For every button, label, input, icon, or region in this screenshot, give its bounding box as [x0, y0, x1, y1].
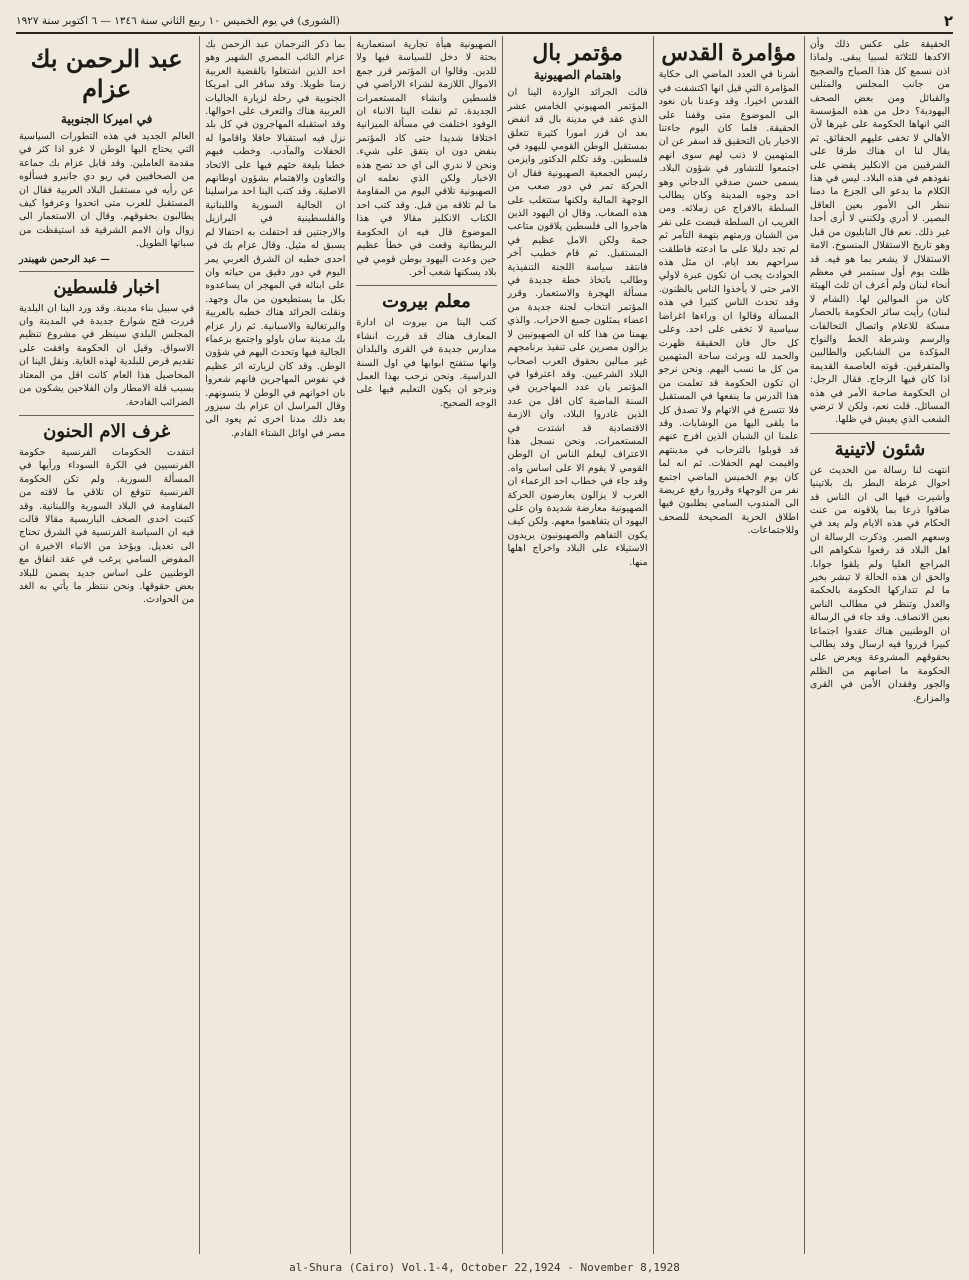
headline-mother-rooms: غرف الام الحنون — [19, 415, 194, 442]
headline-beirut: معلم بيروت — [356, 285, 496, 312]
headline-basel-congress: مؤتمر بال — [532, 40, 623, 66]
subheadline: واهتمام الصهيونية — [533, 68, 622, 83]
column-3 — [502, 36, 653, 1254]
headline-palestine-news: اخبار فلسطين — [19, 271, 194, 298]
article-body: الحقيقة على عكس ذلك وأن الاكدها للثلاثة لسبيا يبقى. ولماذا اذن نسمع كل هذا الصياح والضجيج من جانب المجلس والمتلين والقبائل ومن بعض الصحف اليهودية؟ دخل من هذه المؤسسة التي انهاها الحكومة على غيرها لأن الأهالي لا تخفى عليهم الحقائق. ثم يقال لنا ان هناك طرقا على الشرقيين من الانكليز يقضي على نفوذهم في هذه البلاد. ليس في هذا الكلام ما يدعو الى الجزع ما دمنا ننظر الى الأمور بعين العاقل البصير. لا أدري ولكنني لا أرى أحدا غير ذلك. نعم قال النابليون من قبل وهو تاريخ الاستقلال المنسوخ. الامة الاستقلال لا يشعر بما هو فيه. قد ظلت يوم أول سبتمبر في معظم أنحاء لبنان ولم أعرف ان ثلث الهيئة كان من الموالين لها. (الشام لا لبنان) رأيت سائر الحكومة بالحصار مسكة للاعلام واتصال التحالفات والرسم وشرطة الخط والنواح المؤكدة من الشابكين والطالبين والمتفرقين. قوته العاصمة القديمة اذا كان فيها الزجاج. فقال الرجل: ان الحكومة صاحبة الأمر في هذه المسائل. قلت نعم، ولكن لا ترضي الشعب الذي يعيش في ظلها. — [809, 39, 950, 426]
masthead — [16, 10, 953, 34]
page-number: ٢ — [943, 12, 953, 30]
article-body: الصهيونية هيأة تجارية استعمارية بحتة لا دخل للسياسة فيها ولا للدين. وقالوا ان المؤتمر قرر جمع الاموال اللازمة لشراء الاراضي في فلسطين وانشاء المستعمرات الجديدة. ثم نقلت الينا الانباء ان الوفود اختلفت في مسألة الميزانية اختلافا شديدا حتى كاد المؤتمر ينفض دون ان يتفق على شيء. ونحن لا ندري الى اي حد تصح هذه الاخبار ولكن الذي نعلمه ان الصهيونية تلاقي اليوم من المقاومة ما لم تلاقه من قبل. وقد كتب احد الكتاب الانكليز مقالا في هذا الموضوع قال فيه ان الحكومة البريطانية وقعت في خطأ عظيم حين وعدت اليهود بوطن قومي في بلاد يسكنها شعب آخر. — [356, 39, 497, 278]
column-2 — [653, 36, 804, 1254]
column-5 — [199, 36, 350, 1254]
article-body: العالم الجديد في هذه التطورات السياسية التي يحتاج اليها الوطن لا غرو اذا كثر في مقدمة العاملين. وقد قابل عزام بك جماعة من الصحافيين في ريو دي جانيرو فسألوه عن رأيه في مستقبل البلاد العربية فقال ان المستقبل للعرب متى اتحدوا وعرفوا كيف يطالبون بحقوقهم. وقال ان الاستعمار الى زوال وان الامم الشرقية قد استيقظت من سباتها الطويل. — [19, 131, 195, 250]
article-body: أشرنا في العدد الماضي الى حكاية المؤامرة التي قيل انها اكتشفت في القدس اخيرا. وقد وعدنا بان نعود الى الموضوع متى وقفنا على الحقيقة. فلما كان اليوم جاءتنا الاخبار بان التحقيق قد اسفر عن ان المتهمين لا ذنب لهم سوى انهم اجتمعوا للتشاور في شؤون البلاد. يسمى حسن صدقي الدجاني وهو احد وجوه المدينة وكان يطالب السلطة بالافراج عن زملائه. ومن الغريب ان السلطة قبضت على نفر من الشبان ورمتهم بتهمة التآمر ثم لم تجد دليلا على ما ادعته فاطلقت سراحهم بعد ايام. ان مثل هذه الحوادث يجب ان تكون عبرة لاولي الامر حتى لا يأخذوا الناس بالظنون. وقد تحدث الناس كثيرا في هذه المسألة وقالوا ان وراءها اغراضا سياسية لا تخفى على احد. وعلى كل حال فان الحقيقة ظهرت والحمد لله وبرئت ساحة المتهمين من كل ما نسب اليهم. ونحن نرجو ان تكون الحكومة قد تعلمت من هذا الدرس ما ينفعها في المستقبل فلا تتسرع في الاتهام ولا تصدق كل ما يلقى اليها من الوشايات. وقد علمنا ان الشبان الذين افرج عنهم قد قوبلوا بالترحاب في مدينتهم واقيمت لهم الحفلات. ثم انه لما كان يوم الخميس الماضي اجتمع نفر من الوجهاء وقرروا رفع عريضة الى المندوب السامي يطلبون فيها اطلاق الحرية الصحيحة للصحف وللاجتماعات. — [658, 69, 799, 537]
headline-latin-affairs: شئون لاتينية — [810, 433, 950, 460]
subheadline: في اميركا الجنوبية — [60, 112, 153, 126]
article-body: بما ذكر الترجمان عبد الرحمن بك عزام النائب المصري الشهير وهو احد الذين اشتغلوا بالقضية العربية زمنا طويلا. وقد سافر الى امريكا الجنوبية في رحلة لزيارة الجاليات العربية هناك والتعرف على احوالها. وقد استقبله المهاجرون في كل بلد نزل فيه استقبالا حافلا واقاموا له الحفلات والمآدب. وخطب فيهم خطبا بليغة حثهم فيها على الاتحاد والتعاون والاهتمام بشؤون اوطانهم الاصلية. وقد كتب الينا احد مراسلينا ان الجالية السورية واللبنانية والفلسطينية في البرازيل والارجنتين قد احتفلت به احتفالا لم يسبق له مثيل. وقال عزام بك في احدى خطبه ان الشرق العربي يمر اليوم في دور دقيق من حياته وان على ابنائه في المهجر ان يساعدوه بكل ما يستطيعون من مال وجهد. ونقلت الجرائد هناك خطبه بالعربية والبرتغالية والاسبانية. ثم زار عزام بك مدينة سان باولو واجتمع بزعماء الجالية فيها وتحدث اليهم في شؤون الوطن. وقد كان لزيارته اثر عظيم في نفوس المهاجرين فانهم شعروا بان اخوانهم في الوطن لا ينسونهم. وقال المراسل ان عزام بك سيزور بعد ذلك مدنا اخرى ثم يعود الى مصر في اوائل الشتاء القادم. — [205, 39, 346, 439]
article-columns — [14, 36, 955, 1254]
article-signature: — عبد الرحمن شهبندر — [19, 253, 110, 265]
column-1 — [804, 36, 955, 1254]
column-6 — [14, 36, 199, 1254]
column-4 — [350, 36, 501, 1254]
headline-jerusalem-plot: مؤامرة القدس — [661, 40, 797, 66]
archive-footer: al-Shura (Cairo) Vol.1-4, October 22,1924 - November 8,1928 — [289, 1261, 680, 1274]
article-body: انتهت لنا رسالة من الحديث عن احوال غرطة البطر بك بلاتينيا وأشيرت فيها الى ان الناس قد ضاقوا ذرعا بما يلاقونه من عنت الحكام في هذه الايام ولم يعد في وسعهم الصبر. وذكرت الرسالة ان اهل البلاد قد رفعوا شكواهم الى المراجع العليا ولم يلقوا جوابا. والحق ان هذه الحالة لا تبشر بخير ما لم تتداركها الحكومة بالحكمة والعدل وتنظر في مطالب الناس بعين الانصاف. وقد جاء في الرسالة ان الوطنيين هناك عقدوا اجتماعا كبيرا قرروا فيه ارسال وفد يطالب بحقوقهم المشروعة ويعرض على الحكومة ما اصابهم من الظلم والجور وفقدان الأمن في القرى والمزارع. — [809, 464, 950, 704]
headline-azzam-bey: عبد الرحمن بك عزام — [30, 44, 183, 103]
issue-date-line: (الشورى) في يوم الخميس ١٠ ربيع الثاني سنة ١٣٤٦ — ٦ اكتوبر سنة ١٩٢٧ — [16, 15, 340, 27]
article-body: في سبيل بناء مدينة. وقد ورد الينا ان البلدية قررت فتح شوارع جديدة في المدينة وان المجلس البلدي سينظر في مشروع تنظيم الاسواق. وقيل ان الحكومة وافقت على تقديم قرض للبلدية لهذه الغاية. ونقل الينا ان المحاصيل هذا العام كانت اقل من المعتاد بسبب قلة الامطار وان الفلاحين يشكون من الضرائب الفادحة. — [19, 302, 195, 408]
article-body: كتب الينا من بيروت ان ادارة المعارف هناك قد قررت انشاء مدارس جديدة في القرى والبلدان وانها ستفتح ابوابها في اول السنة الدراسية. ونحن نرحب بهذا العمل ونرجو ان يكون التعليم فيها على الوجه الصحيح. — [356, 317, 497, 409]
article-body: قالت الجرائد الواردة الينا ان المؤتمر الصهيوني الخامس عشر الذي عقد في مدينة بال قد انفض بعد ان قرر امورا كثيرة تتعلق بمستقبل الوطن القومي لليهود في فلسطين. وقد تكلم الدكتور وايزمن رئيس الجمعية الصهيونية فقال ان الحركة تمر في دور صعب من الوجهة المالية ولكنها ستتغلب على هذه الصعاب. وقال ان اليهود الذين هاجروا الى فلسطين يلاقون متاعب جمة ولكن الامل عظيم في المستقبل. ثم قام خطيب آخر فانتقد سياسة اللجنة التنفيذية وطالب باتخاذ خطة جديدة في مسألة الهجرة والاستعمار. وقرر المؤتمر انتخاب لجنة جديدة من اعضاء يمثلون جميع الاحزاب. والذي يهمنا من هذا كله ان الصهيونيين لا يزالون مصرين على تنفيذ برنامجهم غير مبالين بحقوق العرب اصحاب البلاد الشرعيين. وقد اعترفوا في المؤتمر بان عدد المهاجرين في السنة الماضية كان اقل من عدد الذين غادروا البلاد، وان الازمة الاقتصادية قد اشتدت في المستعمرات. ونحن نسجل هذا الاعتراف ليعلم الناس ان الوطن القومي لا يقوم الا على اساس واه. وقد جاء في خطاب احد الزعماء ان العرب لا يزالون يعارضون الحركة الصهيونية معارضة شديدة وان على اليهود ان يتفاهموا معهم. ولكن كيف يكون التفاهم والصهيونيون يريدون الاستيلاء على البلاد واخراج اهلها منها. — [507, 87, 648, 568]
article-body: انتقدت الحكومات الفرنسية حكومة الفرنسيين في الكرة السوداء ورأيها في المسألة السورية. ولم تكن الحكومة الفرنسية تتوقع ان تلاقي ما لاقته من المقاومة في البلاد السورية واللبنانية. وقد كتبت احدى الصحف الباريسية مقالا قالت فيه ان السياسة الفرنسية في الشرق تحتاج الى تعديل. ويؤخذ من الانباء الاخيرة ان المفوض السامي يرغب في عقد اتفاق مع الوطنيين على اساس جديد يضمن للبلاد بعض حقوقها. ونحن ننتظر ما يأتي به الغد من الحوادث. — [19, 446, 195, 606]
